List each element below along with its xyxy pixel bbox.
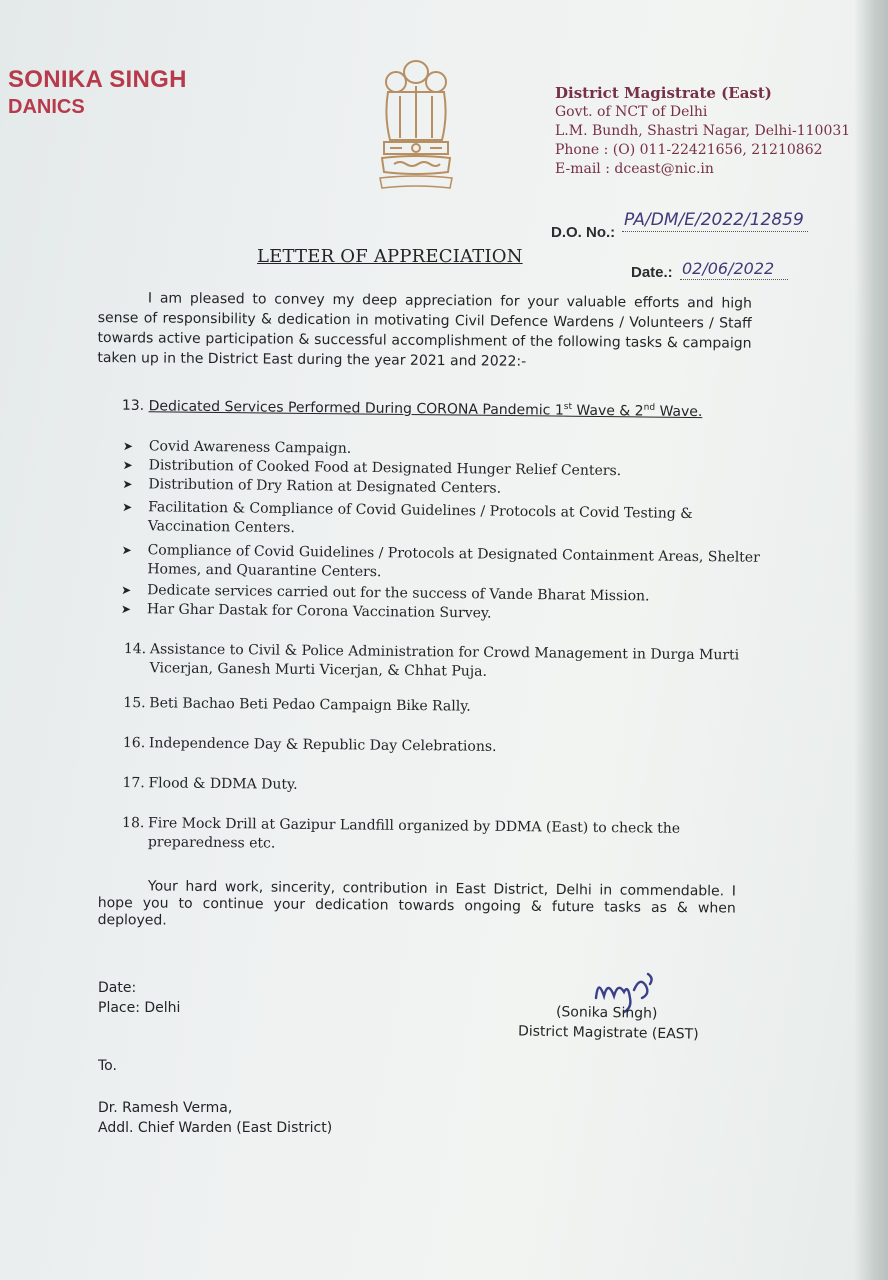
closing-text: Your hard work, sincerity, contribution in East District, Delhi in commendable. I hope you to continue your dedication towards ongoing & future tasks as & when deployed.	[97, 878, 736, 929]
list-item: 18. Fire Mock Drill at Gazipur Landfill organized by DDMA (East) to check the preparedness etc.	[121, 814, 681, 852]
footer-place: Place: Delhi	[98, 1000, 181, 1016]
arrow-bullet-icon: ➤	[122, 476, 133, 492]
list-item: 14. Assistance to Civil & Police Administration for Crowd Management in Durga Murti Vicerjan, Ganesh Murti Vicerjan, & Chhat Puja.	[123, 640, 740, 680]
arrow-bullet-icon: ➤	[120, 601, 132, 617]
list-item: 17. Flood & DDMA Duty.	[122, 774, 298, 793]
reference-date-value: 02/06/2022	[680, 259, 788, 280]
intro-text: I am pleased to convey my deep appreciation for your valuable efforts and high sense of responsibility & dedication in motivating Civil Defence Wardens / Volunteers / Staff towards active participation & successful accomplishment of the following tasks & campaign taken up in the District East during the year 2021 and 2022:-	[97, 290, 752, 370]
letter-heading: LETTER OF APPRECIATION	[257, 246, 523, 267]
state-emblem-icon	[374, 56, 458, 196]
office-line: Phone : (O) 011-22421656, 21210862	[555, 142, 823, 158]
covid-services-list	[121, 437, 763, 627]
list-item: ➤ Compliance of Covid Guidelines / Protocols at Designated Containment Areas, Shelter Homes, and Quarantine Centers.	[121, 542, 760, 581]
list-item: 15. Beti Bachao Beti Pedao Campaign Bike Rally.	[123, 694, 471, 715]
footer-date-label: Date:	[98, 980, 137, 996]
sender-name: SONIKA SINGH	[8, 66, 187, 93]
closing-paragraph	[98, 878, 736, 935]
recipient-designation: Addl. Chief Warden (East District)	[98, 1120, 333, 1136]
do-number-label: D.O. No.:	[551, 224, 616, 241]
item-13-number: 13.	[121, 397, 145, 414]
arrow-bullet-icon: ➤	[122, 457, 133, 473]
office-line: Govt. of NCT of Delhi	[555, 104, 708, 120]
list-item: 16. Independence Day & Republic Day Celebrations.	[122, 734, 497, 755]
arrow-bullet-icon: ➤	[122, 499, 133, 515]
item-13-heading	[122, 397, 703, 420]
arrow-bullet-icon: ➤	[122, 438, 134, 454]
list-item: ➤ Covid Awareness Campaign.	[122, 438, 352, 457]
numbered-tasks-list	[122, 640, 744, 858]
office-title: District Magistrate (East)	[555, 84, 772, 102]
list-item: ➤ Dedicate services carried out for the success of Vande Bharat Mission.	[121, 582, 650, 605]
signatory-title: District Magistrate (EAST)	[517, 1023, 699, 1043]
signatory-name: (Sonika Singh)	[555, 1004, 658, 1022]
intro-paragraph	[97, 288, 752, 374]
list-item: ➤ Distribution of Cooked Food at Designated Hunger Relief Centers.	[122, 457, 622, 480]
office-line: E-mail : dceast@nic.in	[555, 161, 714, 177]
list-item: ➤ Distribution of Dry Ration at Designated Centers.	[122, 476, 502, 497]
page-shadow-edge	[854, 0, 888, 1280]
reference-date-label: Date.:	[631, 264, 673, 281]
item-13-title: Dedicated Services Performed During CORONA Pandemic 1st Wave & 2nd Wave.	[148, 397, 703, 420]
office-line: L.M. Bundh, Shastri Nagar, Delhi-110031	[555, 123, 851, 139]
date-place-block	[98, 978, 180, 1018]
do-number-value: PA/DM/E/2022/12859	[622, 210, 808, 232]
office-address-block	[555, 84, 855, 179]
sender-service: DANICS	[8, 96, 85, 118]
recipient-block	[98, 1098, 332, 1138]
recipient-name: Dr. Ramesh Verma,	[98, 1100, 233, 1116]
list-item: ➤ Har Ghar Dastak for Corona Vaccination Survey.	[120, 601, 492, 622]
arrow-bullet-icon: ➤	[121, 582, 132, 598]
list-item: ➤ Facilitation & Compliance of Covid Guidelines / Protocols at Covid Testing & Vaccination Centers.	[122, 499, 693, 537]
arrow-bullet-icon: ➤	[121, 542, 132, 558]
recipient-to-label: To.	[98, 1058, 117, 1074]
